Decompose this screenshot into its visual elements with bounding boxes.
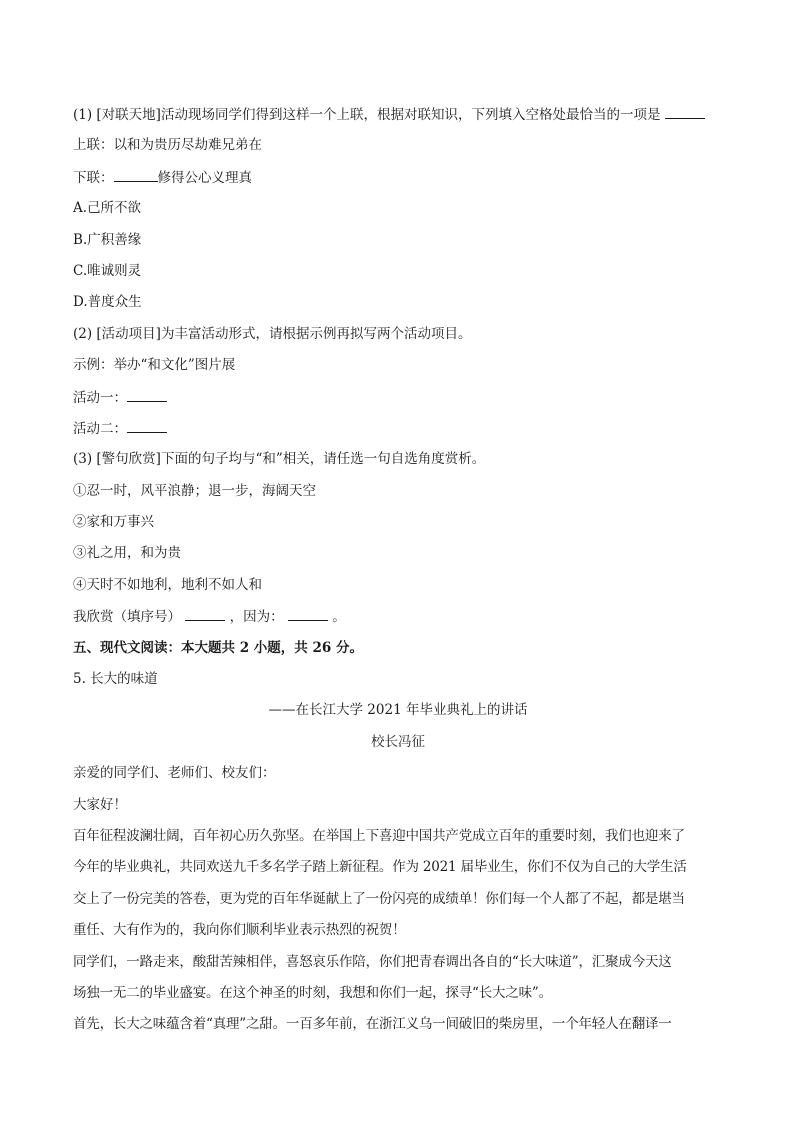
passage-line: 今年的毕业典礼，共同欢送九千多名学子踏上新征程。作为 2021 届毕业生，你们不仅为自己的大学生活 <box>73 859 687 876</box>
q1-option-d: D.普度众生 <box>73 294 142 311</box>
passage-line: 百年征程波澜壮阔，百年初心历久弥坚。在举国上下喜迎中国共产党成立百年的重要时刻，我们也迎来了 <box>73 827 685 844</box>
passage-subtitle: ——在长江大学 2021 年毕业典礼上的讲话 <box>268 702 528 719</box>
passage-line: 同学们，一路走来，酸甜苦辣相伴，喜怒哀乐作陪，你们把青春调出各自的“长大味道”，汇聚成今天这 <box>73 953 672 970</box>
q2-stem: (2) [活动项目]为丰富活动形式，请根据示例再拟写两个活动项目。 <box>73 325 472 342</box>
passage-line: 首先，长大之味蕴含着“真理”之甜。一百多年前，在浙江义乌一间破旧的柴房里，一个年轻人在翻译一 <box>73 1016 672 1033</box>
q1-option-b: B.广积善缘 <box>73 231 142 248</box>
passage-author: 校长冯征 <box>371 733 425 750</box>
section-title: 五、现代文阅读：本大题共 2 小题，共 26 分。 <box>73 639 363 656</box>
answer-blank[interactable] <box>665 104 705 119</box>
q3-item-2: ②家和万事兴 <box>73 514 154 531</box>
answer-blank[interactable] <box>114 167 158 182</box>
q1-stem: (1) [对联天地]活动现场同学们得到这样一个上联，根据对联知识，下列填入空格处最恰当的一项是 <box>73 104 723 135</box>
q2-example: 示例：举办“和文化”图片展 <box>73 357 236 374</box>
passage-line: 重任、大有作为的，我向你们顺利毕业表示热烈的祝贺！ <box>73 922 406 939</box>
q3-answer-line: 我欣赏（填序号） ，因为： 。 <box>73 606 723 637</box>
answer-blank[interactable] <box>127 418 167 433</box>
q1-lower-couplet: 下联： 修得公心义理真 <box>73 167 723 198</box>
passage-line: 交上了一份完美的答卷，更为党的百年华诞献上了一份闪亮的成绩单！你们每一个人都了不起，都是堪当 <box>73 890 685 907</box>
q2-activity-1: 活动一： <box>73 387 723 418</box>
q2-activity-2: 活动二： <box>73 418 723 449</box>
answer-blank[interactable] <box>185 606 225 621</box>
q1-option-c: C.唯诚则灵 <box>73 262 142 279</box>
passage-heading: 5. 长大的味道 <box>73 671 158 688</box>
passage-line: 场独一无二的毕业盛宴。在这个神圣的时刻，我想和你们一起，探寻“长大之味”。 <box>73 984 552 1001</box>
passage-hello: 大家好！ <box>73 796 127 813</box>
q3-item-4: ④天时不如地利，地利不如人和 <box>73 576 262 593</box>
answer-blank[interactable] <box>288 606 328 621</box>
q3-stem: (3) [警句欣赏]下面的句子均与“和”相关，请任选一句自选角度赏析。 <box>73 451 486 468</box>
q3-item-1: ①忍一时，风平浪静；退一步，海阔天空 <box>73 482 316 499</box>
q1-upper-couplet: 上联：以和为贵历尽劫难兄弟在 <box>73 137 262 154</box>
answer-blank[interactable] <box>127 387 167 402</box>
q1-option-a: A.己所不欲 <box>73 200 142 217</box>
exam-page <box>73 104 723 1046</box>
passage-greeting: 亲爱的同学们、老师们、校友们： <box>73 765 276 782</box>
q3-item-3: ③礼之用，和为贵 <box>73 545 181 562</box>
